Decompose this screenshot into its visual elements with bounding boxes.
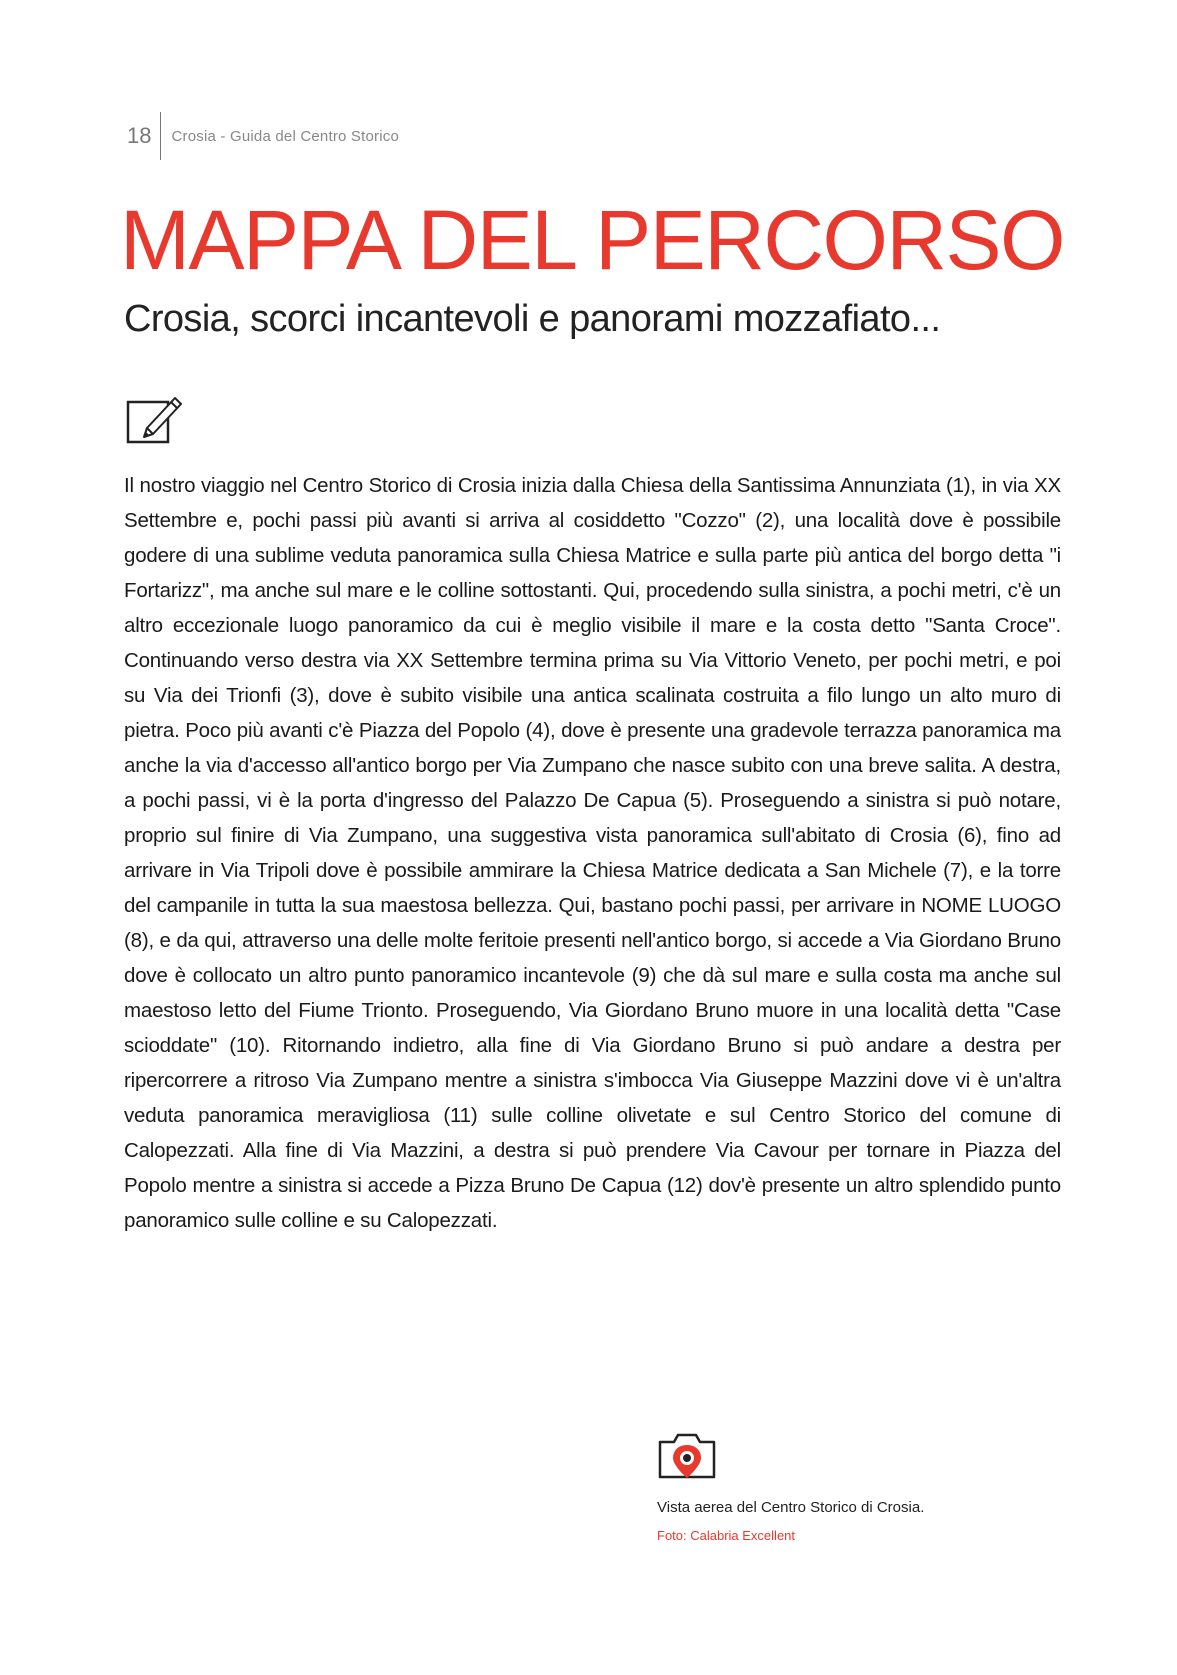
body-text: Il nostro viaggio nel Centro Storico di Crosia inizia dalla Chiesa della Santissima Annunziata (1), in via XX Settembre e, pochi passi più avanti si arriva al cosiddetto "Cozzo" (2), una località dove è possibile godere di una sublime veduta panoramica sulla Chiesa Matrice e sulla parte più antica del borgo detta "i Fortarizz", ma anche sul mare e le colline sottostanti. Qui, procedendo sulla sinistra, a pochi metri, c'è un altro eccezionale luogo panoramico da cui è meglio visibile il mare e la costa detto "Santa Croce". Continuando verso destra via XX Settembre termina prima su Via Vittorio Veneto, per pochi metri, e poi su Via dei Trionfi (3), dove è subito visibile una antica scalinata costruita a filo lungo un alto muro di pietra. Poco più avanti c'è Piazza del Popolo (4), dove è presente una gradevole terrazza panoramica ma anche la via d'accesso all'antico borgo per Via Zumpano che nasce subito con una breve salita. A destra, a pochi passi, vi è la porta d'ingresso del Palazzo De Capua (5). Proseguendo a sinistra si può notare, proprio sul finire di Via Zumpano, una suggestiva vista panoramica sull'abitato di Crosia (6), fino ad arrivare in Via Tripoli dove è possibile ammirare la Chiesa Matrice dedicata a San Michele (7), e la torre del campanile in tutta la sua maestosa bellezza. Qui, bastano pochi passi, per arrivare in NOME LUOGO (8), e da qui, attraverso una delle molte feritoie presenti nell'antico borgo, si accede a Via Giordano Bruno dove è collocato un altro punto panoramico incantevole (9) che dà sul mare e sulla costa ma anche sul maestoso letto del Fiume Trionto. Proseguendo, Via Giordano Bruno muore in una località detta "Case scioddate" (10). Ritornando indietro, alla fine di Via Giordano Bruno si può andare a destra per ripercorrere a ritroso Via Zumpano mentre a sinistra s'imbocca Via Giuseppe Mazzini dove vi è un'altra veduta panoramica meravigliosa (11) sulle colline olivetate e sul Centro Storico del comune di Calopezzati. Alla fine di Via Mazzini, a destra si può prendere Via Cavour per tornare in Piazza del Popolo mentre a sinistra si accede a Pizza Bruno De Capua (12) dov'è presente un altro splendido punto panoramico sulle colline e su Calopezzati. [124,474,1061,1232]
page-header [127,112,399,160]
photo-credit: Foto: Calabria Excellent [657,1528,796,1543]
page-title: MAPPA DEL PERCORSO [120,193,1064,287]
photo-caption: Vista aerea del Centro Storico di Crosia. [657,1499,925,1516]
page-subtitle: Crosia, scorci incantevoli e panorami mozzafiato... [124,298,941,340]
camera-location-pin-icon [657,1432,717,1480]
page-number: 18 [127,123,152,148]
pencil-in-square-icon [126,390,182,446]
running-title: Crosia - Guida del Centro Storico [171,127,400,145]
header-divider [160,112,161,160]
